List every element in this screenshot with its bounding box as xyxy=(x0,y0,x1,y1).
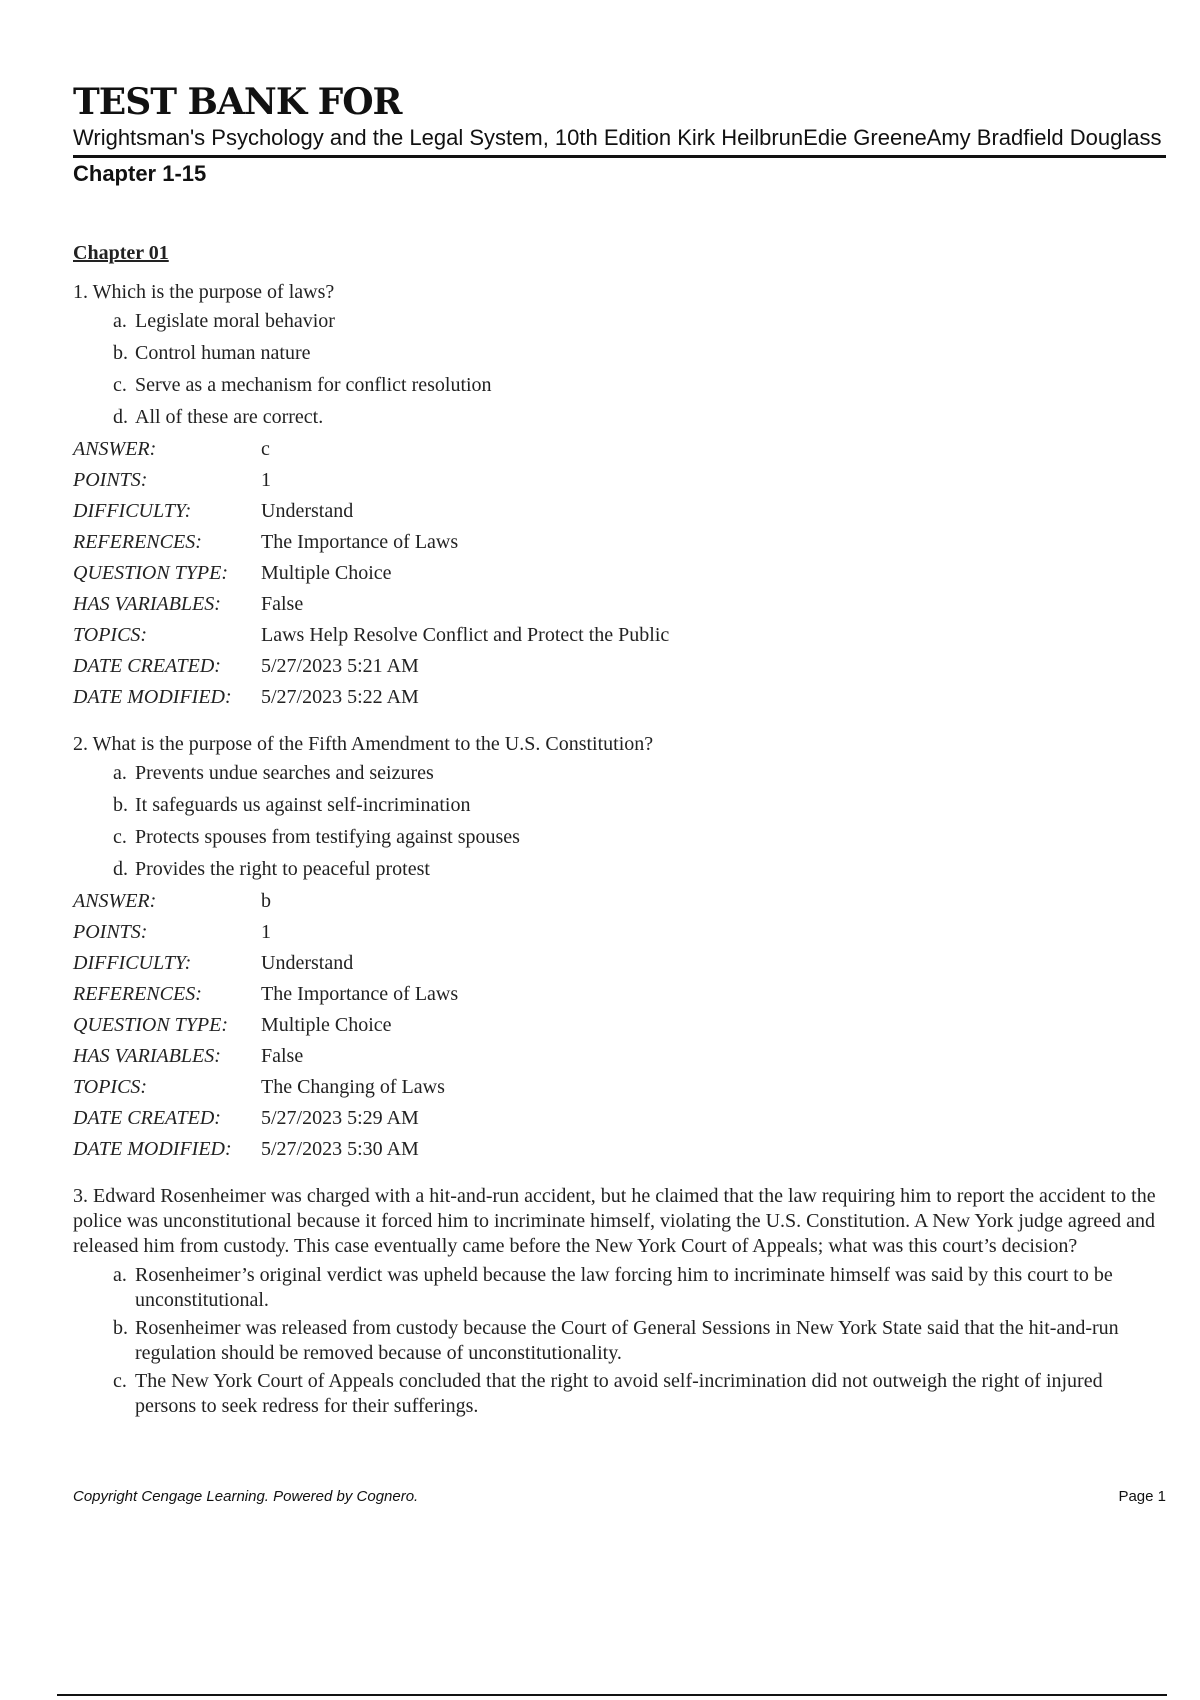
meta-label: DATE CREATED: xyxy=(73,655,221,677)
meta-value: False xyxy=(261,593,304,615)
meta-label: HAS VARIABLES: xyxy=(73,1045,221,1067)
question-2 xyxy=(73,732,1166,1162)
choice-letter: c. xyxy=(113,1370,127,1392)
meta-label: DATE CREATED: xyxy=(73,1107,221,1129)
meta-label: POINTS: xyxy=(73,921,148,943)
choice-letter: a. xyxy=(113,762,127,784)
choice-letter: d. xyxy=(113,406,128,428)
meta-label: ANSWER: xyxy=(73,438,157,460)
meta-topics xyxy=(73,1075,1166,1100)
choice-text: Control human nature xyxy=(135,342,311,364)
meta-value: False xyxy=(261,1045,304,1067)
answer-choices xyxy=(73,1263,1166,1419)
choice-text: Rosenheimer was released from custody because the Court of General Sessions in New York State said that the hit-and-run regulation should be removed because of unconstitutionality. xyxy=(135,1317,1119,1364)
question-stem: 3. Edward Rosenheimer was charged with a hit-and-run accident, but he claimed that the law requiring him to report the accident to the police was unconstitutional because it forced him to incriminate himself, violating the U.S. Constitution. A New York judge agreed and released him from custody. This case eventually came before the New York Court of Appeals; what was this court’s decision? xyxy=(73,1185,1156,1257)
meta-value: c xyxy=(261,438,270,460)
choice-text: The New York Court of Appeals concluded that the right to avoid self-incrimination did not outweigh the right of injured persons to seek redress for their sufferings. xyxy=(135,1370,1103,1417)
meta-value: The Importance of Laws xyxy=(261,531,459,553)
choice-d xyxy=(113,857,1166,882)
choice-d xyxy=(113,405,1166,430)
chapter-range: Chapter 1-15 xyxy=(73,161,207,186)
choice-text: Serve as a mechanism for conflict resolution xyxy=(135,374,492,396)
meta-references xyxy=(73,530,1166,555)
chapter-heading: Chapter 01 xyxy=(73,242,169,264)
choice-b xyxy=(113,1316,1166,1366)
bottom-divider xyxy=(57,1694,1167,1696)
meta-value: 5/27/2023 5:21 AM xyxy=(261,655,419,677)
choice-text: Provides the right to peaceful protest xyxy=(135,858,430,880)
choice-letter: b. xyxy=(113,794,128,816)
question-3 xyxy=(73,1184,1166,1419)
meta-value: 1 xyxy=(261,469,271,491)
meta-question-type xyxy=(73,561,1166,586)
meta-label: TOPICS: xyxy=(73,624,148,646)
meta-references xyxy=(73,982,1166,1007)
page-number: Page 1 xyxy=(1118,1488,1166,1505)
meta-value: 5/27/2023 5:22 AM xyxy=(261,686,419,708)
meta-value: 5/27/2023 5:30 AM xyxy=(261,1138,419,1160)
meta-label: QUESTION TYPE: xyxy=(73,562,229,584)
content xyxy=(73,240,1166,1441)
meta-value: Understand xyxy=(261,500,354,522)
meta-difficulty xyxy=(73,951,1166,976)
choice-letter: b. xyxy=(113,1317,128,1339)
meta-date-modified xyxy=(73,685,1166,710)
meta-topics xyxy=(73,623,1166,648)
meta-date-created xyxy=(73,1106,1166,1131)
choice-letter: a. xyxy=(113,310,127,332)
meta-value: The Changing of Laws xyxy=(261,1076,445,1098)
choice-b xyxy=(113,341,1166,366)
choice-c xyxy=(113,1369,1166,1419)
meta-label: TOPICS: xyxy=(73,1076,148,1098)
choice-letter: d. xyxy=(113,858,128,880)
meta-value: b xyxy=(261,890,271,912)
book-subtitle: Wrightsman's Psychology and the Legal System, 10th Edition Kirk HeilbrunEdie GreeneAmy Bradfield Douglass xyxy=(73,125,1162,150)
choice-letter: b. xyxy=(113,342,128,364)
meta-value: Laws Help Resolve Conflict and Protect the Public xyxy=(261,624,670,646)
document-title: TEST BANK FOR xyxy=(73,81,402,123)
meta-value: 5/27/2023 5:29 AM xyxy=(261,1107,419,1129)
choice-text: It safeguards us against self-incrimination xyxy=(135,794,471,816)
page-footer xyxy=(73,1488,1166,1505)
choice-text: Prevents undue searches and seizures xyxy=(135,762,434,784)
meta-label: POINTS: xyxy=(73,469,148,491)
choice-text: Protects spouses from testifying against spouses xyxy=(135,826,520,848)
meta-question-type xyxy=(73,1013,1166,1038)
question-stem: 1. Which is the purpose of laws? xyxy=(73,281,335,303)
question-stem: 2. What is the purpose of the Fifth Amendment to the U.S. Constitution? xyxy=(73,733,654,755)
choice-letter: c. xyxy=(113,826,127,848)
question-metadata xyxy=(73,437,1166,710)
answer-choices xyxy=(73,761,1166,882)
choice-letter: a. xyxy=(113,1264,127,1286)
choice-letter: c. xyxy=(113,374,127,396)
answer-choices xyxy=(73,309,1166,430)
meta-value: Multiple Choice xyxy=(261,1014,392,1036)
choice-a xyxy=(113,1263,1166,1313)
meta-points xyxy=(73,920,1166,945)
meta-value: Multiple Choice xyxy=(261,562,392,584)
choice-text: Rosenheimer’s original verdict was upheld because the law forcing him to incriminate himself was said by this court to be unconstitutional. xyxy=(135,1264,1113,1311)
meta-date-created xyxy=(73,654,1166,679)
choice-text: Legislate moral behavior xyxy=(135,310,335,332)
choice-c xyxy=(113,373,1166,398)
header xyxy=(73,82,1166,188)
choice-b xyxy=(113,793,1166,818)
choice-c xyxy=(113,825,1166,850)
header-divider xyxy=(73,155,1166,158)
meta-date-modified xyxy=(73,1137,1166,1162)
meta-label: DIFFICULTY: xyxy=(73,500,192,522)
meta-difficulty xyxy=(73,499,1166,524)
choice-a xyxy=(113,309,1166,334)
meta-value: The Importance of Laws xyxy=(261,983,459,1005)
meta-label: ANSWER: xyxy=(73,890,157,912)
meta-label: DATE MODIFIED: xyxy=(73,1138,232,1160)
meta-label: DATE MODIFIED: xyxy=(73,686,232,708)
meta-label: REFERENCES: xyxy=(73,983,202,1005)
question-metadata xyxy=(73,889,1166,1162)
meta-answer xyxy=(73,889,1166,914)
meta-label: REFERENCES: xyxy=(73,531,202,553)
meta-has-variables xyxy=(73,592,1166,617)
question-1 xyxy=(73,280,1166,710)
meta-has-variables xyxy=(73,1044,1166,1069)
meta-label: DIFFICULTY: xyxy=(73,952,192,974)
choice-a xyxy=(113,761,1166,786)
meta-points xyxy=(73,468,1166,493)
copyright-notice: Copyright Cengage Learning. Powered by Cognero. xyxy=(73,1488,419,1505)
meta-label: QUESTION TYPE: xyxy=(73,1014,229,1036)
meta-answer xyxy=(73,437,1166,462)
choice-text: All of these are correct. xyxy=(135,406,324,428)
meta-value: Understand xyxy=(261,952,354,974)
meta-label: HAS VARIABLES: xyxy=(73,593,221,615)
meta-value: 1 xyxy=(261,921,271,943)
